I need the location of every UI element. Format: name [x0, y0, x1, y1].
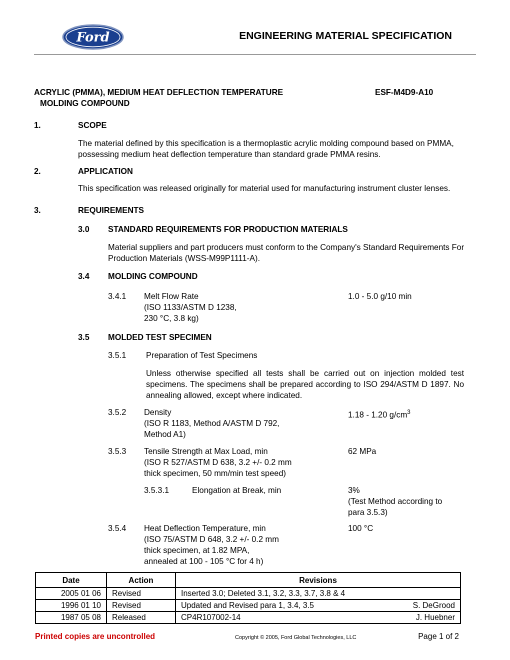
section-number: 2. — [34, 167, 41, 176]
revision-description: Updated and Revised para 1, 3.4, 3.5 — [176, 600, 395, 612]
subsection-title: STANDARD REQUIREMENTS FOR PRODUCTION MATERIALS — [108, 225, 348, 234]
subsection-title: MOLDED TEST SPECIMEN — [108, 333, 212, 342]
column-header-date: Date — [36, 573, 107, 588]
item-label: Density — [144, 408, 172, 417]
item-method: thick specimen, at 1.82 MPA, — [144, 546, 250, 555]
revision-author: S. DeGrood — [394, 600, 460, 612]
copyright-notice: Copyright © 2005, Ford Global Technologies, LLC — [235, 635, 357, 641]
item-value: 100 °C — [348, 524, 374, 533]
item-value: 62 MPa — [348, 447, 377, 456]
revision-date: 1996 01 10 — [36, 600, 107, 612]
section-title: APPLICATION — [78, 167, 133, 176]
table-row — [36, 588, 461, 600]
item-method: Method A1) — [144, 430, 186, 439]
doc-title-line2: MOLDING COMPOUND — [40, 99, 130, 108]
section-title: SCOPE — [78, 121, 107, 130]
subsection-title: MOLDING COMPOUND — [108, 272, 198, 281]
item-value-note: (Test Method according to — [348, 497, 443, 506]
item-label: Elongation at Break, min — [192, 486, 282, 495]
item-body: Unless otherwise specified all tests shall be carried out on injection molded test specimens. The specimens shall be prepared according to ISO 294/ASTM D 1897. No annealing allowed, except where indicated. — [146, 369, 464, 400]
revision-author: J. Huebner — [394, 612, 460, 624]
item-label: Tensile Strength at Max Load, min — [144, 447, 268, 456]
table-row — [36, 600, 461, 612]
revision-date: 2005 01 06 — [36, 588, 107, 600]
section-body: The material defined by this specification is a thermoplastic acrylic molding compound based on PMMA, possessing medium heat deflection temperature than standard grade PMMA resins. — [78, 139, 454, 159]
item-number: 3.5.3.1 — [144, 486, 170, 495]
density-unit-exponent: 3 — [407, 410, 411, 416]
item-method: (ISO 75/ASTM D 648, 3.2 +/- 0.2 mm — [144, 535, 279, 544]
doc-title-line1: ACRYLIC (PMMA), MEDIUM HEAT DEFLECTION TEMPERATURE — [34, 88, 284, 97]
item-label: Preparation of Test Specimens — [146, 351, 258, 360]
item-number: 3.5.1 — [108, 351, 127, 360]
section-number: 1. — [34, 121, 41, 130]
item-value: 3% — [348, 486, 360, 495]
subsection-number: 3.0 — [78, 225, 90, 234]
item-method: (ISO 1133/ASTM D 1238, — [144, 303, 237, 312]
revisions-table — [35, 572, 461, 624]
subsection-number: 3.4 — [78, 272, 90, 281]
revision-date: 1987 05 08 — [36, 612, 107, 624]
uncontrolled-notice: Printed copies are uncontrolled — [35, 632, 156, 641]
item-number: 3.5.3 — [108, 447, 127, 456]
revision-action: Revised — [107, 600, 176, 612]
revision-description: CP4R107002-14 — [176, 612, 395, 624]
section-body: This specification was released originally for material used for manufacturing instrument cluster lenses. — [78, 184, 451, 193]
page-title: ENGINEERING MATERIAL SPECIFICATION — [239, 30, 452, 42]
page-number: Page 1 of 2 — [418, 632, 459, 641]
item-method: 230 °C, 3.8 kg) — [144, 314, 199, 323]
revision-description: Inserted 3.0; Deleted 3.1, 3.2, 3.3, 3.7, 3.8 & 4 — [176, 588, 395, 600]
section-title: REQUIREMENTS — [78, 206, 144, 215]
spec-number: ESF-M4D9-A10 — [375, 88, 434, 97]
item-method: thick specimen, 50 mm/min test speed) — [144, 469, 286, 478]
logo-text: Ford — [76, 30, 110, 46]
item-method: annealed at 100 - 105 °C for 4 h) — [144, 557, 264, 566]
revision-action: Revised — [107, 588, 176, 600]
item-number: 3.5.2 — [108, 408, 127, 417]
item-number: 3.5.4 — [108, 524, 127, 533]
table-row — [36, 612, 461, 624]
revision-action: Released — [107, 612, 176, 624]
ford-logo — [62, 24, 124, 55]
section-number: 3. — [34, 206, 41, 215]
density-value: 1.18 - 1.20 g/cm — [348, 410, 408, 420]
item-method: (ISO R 527/ASTM D 638, 3.2 +/- 0.2 mm — [144, 458, 292, 467]
header-rule — [34, 54, 476, 55]
item-value: 1.0 - 5.0 g/10 min — [348, 292, 412, 301]
column-header-action: Action — [107, 573, 176, 588]
subsection-number: 3.5 — [78, 333, 90, 342]
column-header-revisions: Revisions — [176, 573, 461, 588]
subsection-body: Material suppliers and part producers must conform to the Company's Standard Requirements For Production Materials (WSS-M99P1111-A). — [108, 243, 465, 263]
item-label: Heat Deflection Temperature, min — [144, 524, 266, 533]
table-header-row — [36, 573, 461, 588]
item-value-note: para 3.5.3) — [348, 508, 388, 517]
item-label: Melt Flow Rate — [144, 292, 199, 301]
revision-author — [394, 588, 460, 600]
item-method: (ISO R 1183, Method A/ASTM D 792, — [144, 419, 280, 428]
item-value — [348, 408, 411, 422]
item-number: 3.4.1 — [108, 292, 127, 301]
